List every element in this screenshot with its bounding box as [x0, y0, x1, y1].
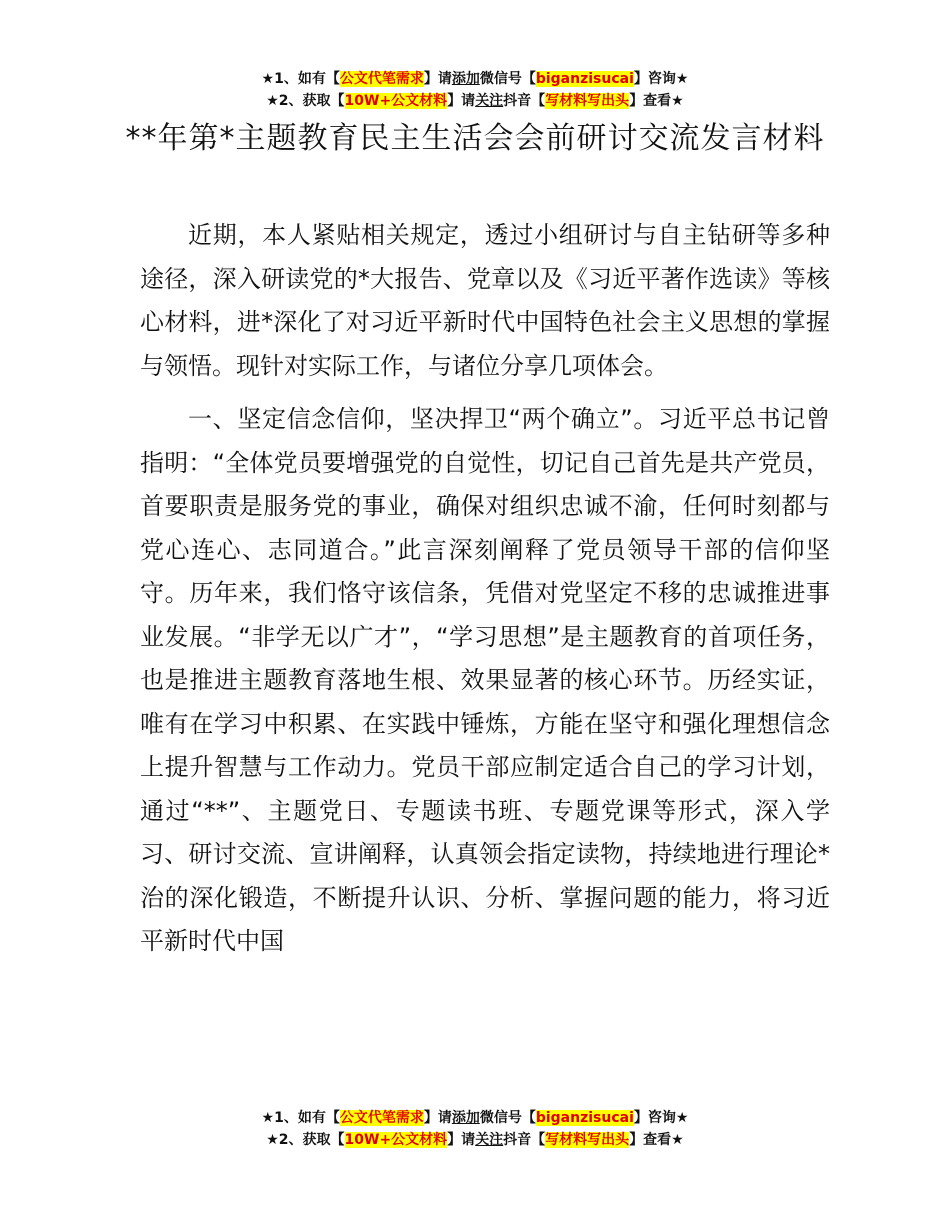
materials-highlight: 10W+公文材料	[344, 1132, 448, 1148]
notice-line-2: ★2、获取【10W+公文材料】请关注抖音【写材料写出头】查看★	[266, 1132, 684, 1148]
notice-line-1: ★1、如有【公文代笔需求】请添加微信号【biganzisucai】咨询★	[261, 71, 689, 87]
wechat-id-highlight: biganzisucai	[535, 71, 634, 87]
douyin-id-highlight: 写材料写出头	[545, 1132, 630, 1148]
wechat-id-highlight: biganzisucai	[535, 1110, 634, 1126]
douyin-id-highlight: 写材料写出头	[545, 93, 630, 109]
document-body	[140, 214, 830, 974]
materials-highlight: 10W+公文材料	[344, 93, 448, 109]
document-title: **年第*主题教育民主生活会会前研讨交流发言材料	[125, 121, 825, 156]
paragraph-section-1: 一、坚定信念信仰，坚决捍卫“两个确立”。习近平总书记曾指明：“全体党员要增强党的自觉性，切记自己首先是共产党员，首要职责是服务党的事业，确保对组织忠诚不渝，任何时刻都与党心连心、志同道合。”此言深刻阐释了党员领导干部的信仰坚守。历年来，我们恪守该信条，凭借对党坚定不移的忠诚推进事业发展。“非学无以广才”，“学习思想”是主题教育的首项任务，也是推进主题教育落地生根、效果显著的核心环节。历经实证，唯有在学习中积累、在实践中锤炼，方能在坚守和强化理想信念上提升智慧与工作动力。党员干部应制定适合自己的学习计划，通过“**”、主题党日、专题读书班、专题党课等形式，深入学习、研讨交流、宣讲阐释，认真领会指定读物，持续地进行理论*治的深化锻造，不断提升认识、分析、掌握问题的能力，将习近平新时代中国	[140, 405, 830, 955]
header-notice	[0, 68, 950, 112]
notice-line-2: ★2、获取【10W+公文材料】请关注抖音【写材料写出头】查看★	[266, 93, 684, 109]
paragraph-intro: 近期，本人紧贴相关规定，透过小组研讨与自主钻研等多种途径，深入研读党的*大报告、党章以及《习近平著作选读》等核心材料，进*深化了对习近平新时代中国特色社会主义思想的掌握与领悟。现针对实际工作，与诸位分享几项体会。	[140, 221, 830, 380]
notice-line-1: ★1、如有【公文代笔需求】请添加微信号【biganzisucai】咨询★	[261, 1110, 689, 1126]
footer-notice	[0, 1107, 950, 1151]
service-highlight: 公文代笔需求	[339, 71, 424, 87]
service-highlight: 公文代笔需求	[339, 1110, 424, 1126]
